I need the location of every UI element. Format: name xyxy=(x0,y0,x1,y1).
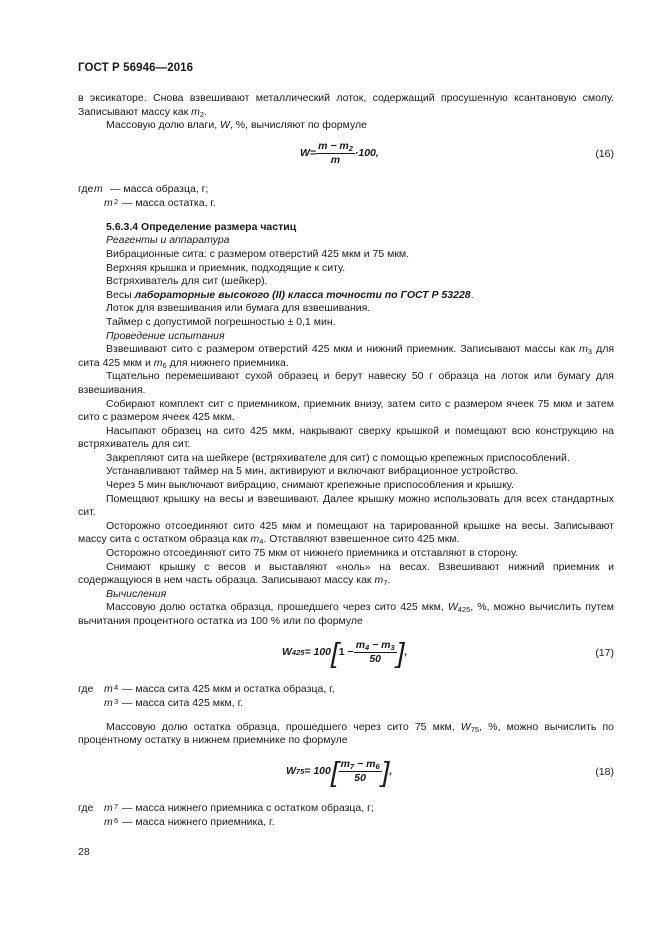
formula-number: (17) xyxy=(595,646,614,659)
page-number: 28 xyxy=(78,846,90,858)
paragraph: Массовую долю остатка образца, прошедшего через сито 75 мкм, $W_{75}$, %, можно вычислить по процентному остатку в нижнем приемнике по формуле xyxy=(78,720,615,747)
paragraph: Массовую долю остатка образца, прошедшего через сито 425 мкм, $W_{425}$, %, можно вычислить путем вычитания процентного остатка из 100 % или по формуле xyxy=(78,601,614,627)
paragraph: Через 5 мин выключают вибрацию, снимают крепежные приспособления и крышку. xyxy=(106,479,514,492)
subsection-label: Проведение испытания xyxy=(106,329,225,342)
formula-expression: W = $\frac{m - m_2}{m}$ ·100, xyxy=(300,140,379,167)
paragraph: Закрепляют сита на шейкере (встряхивателе для сит) с помощью крепежных приспособлений. xyxy=(106,451,570,464)
list-item: Вибрационные сита: с размером отверстий 425 мкм и 75 мкм. xyxy=(106,247,410,260)
list-item: Встряхиватель для сит (шейкер). xyxy=(106,275,268,288)
formula-17 xyxy=(78,633,614,677)
paragraph: Насыпают образец на сито 425 мкм, накрывают сверху крышкой и помещают всю конструкцию на встряхиватель для сит. xyxy=(78,424,614,451)
paragraph: Осторожно отсоединяют сито 75 мкм от нижнего приемника и отставляют в сторону. xyxy=(106,547,519,560)
legend-16: где m — масса образца, г; m 2 — масса остатка, г. xyxy=(78,182,216,209)
paragraph: Взвешивают сито с размером отверстий 425 мкм и нижний приемник. Записывают массы как $m_3$ для сита 425 мкм и $m_6$ для нижнего приемника. xyxy=(78,343,615,370)
formula-expression: W 75 = 100 [ $\frac{m_7 - m_6}{50}$ ] , xyxy=(286,755,393,787)
page-body xyxy=(78,92,614,830)
paragraph: Массовую долю влаги, W, %, вычисляют по формуле xyxy=(106,119,367,132)
paragraph: Помещают крышку на весы и взвешивают. Далее крышку можно использовать для всех стандартных сит. xyxy=(78,492,614,519)
paragraph: Устанавливают таймер на 5 мин, активируют и включают вибрационное устройство. xyxy=(106,465,519,478)
list-item: Верхняя крышка и приемник, подходящие к ситу. xyxy=(106,261,346,274)
list-item: Весы лабораторные высокого (II) класса точности по ГОСТ Р 53228. xyxy=(106,288,474,301)
formula-16 xyxy=(78,137,614,177)
paragraph: Осторожно отсоединяют сито 425 мкм и помещают на тарированной крышке на весы. Записывают массу сита с остатком образца как $m_4$. Отставляют взвешенное сито 425 мкм. xyxy=(78,519,614,547)
list-item: Таймер с допустимой погрешностью ± 0,1 мин. xyxy=(106,315,336,328)
list-item: Лоток для взвешивания или бумага для взвешивания. xyxy=(106,302,371,315)
legend-17: где m 4 — масса сита 425 мкм и остатка образца, г, m 3 — масса сита 425 мкм, г. xyxy=(78,682,335,709)
legend-18: где m 7 — масса нижнего приемника с остатком образца, г; m 6 — масса нижнего приемника, г. xyxy=(78,801,374,828)
formula-18 xyxy=(78,752,614,796)
section-title: 5.6.3.4 Определение размера частиц xyxy=(106,220,297,233)
document-header: ГОСТ Р 56946—2016 xyxy=(78,62,194,74)
formula-number: (16) xyxy=(595,147,614,160)
fraction: $\frac{m - m_2}{m}$ xyxy=(318,140,353,167)
paragraph: в эксикаторе. Снова взвешивают металлический лоток, содержащий просушенную ксантановую смолу. Записывают массу как $m_2$. xyxy=(78,92,614,119)
fraction: $\frac{m_4 - m_3}{50}$ xyxy=(355,639,395,666)
paragraph: Снимают крышку с весов и выставляют «ноль» на весах. Взвешивают нижний приемник и содержащуюся в нем часть образца. Записывают массу как $m_7$. xyxy=(78,560,614,588)
subsection-label: Реагенты и аппаратура xyxy=(106,234,230,247)
fraction: $\frac{m_7 - m_6}{50}$ xyxy=(340,758,380,785)
formula-number: (18) xyxy=(595,765,614,778)
formula-expression: W 425 = 100 [ 1 − $\frac{m_4 - m_3}{50}$ ] , xyxy=(282,636,408,668)
paragraph: Тщательно перемешивают сухой образец и берут навеску 50 г образца на лоток или бумагу для взвешивания. xyxy=(78,370,614,396)
subsection-label: Вычисления xyxy=(106,587,167,600)
paragraph: Собирают комплект сит с приемником, приемник внизу, затем сито с размером ячеек 75 мкм и затем сито с размером ячеек 425 мкм. xyxy=(78,397,614,424)
